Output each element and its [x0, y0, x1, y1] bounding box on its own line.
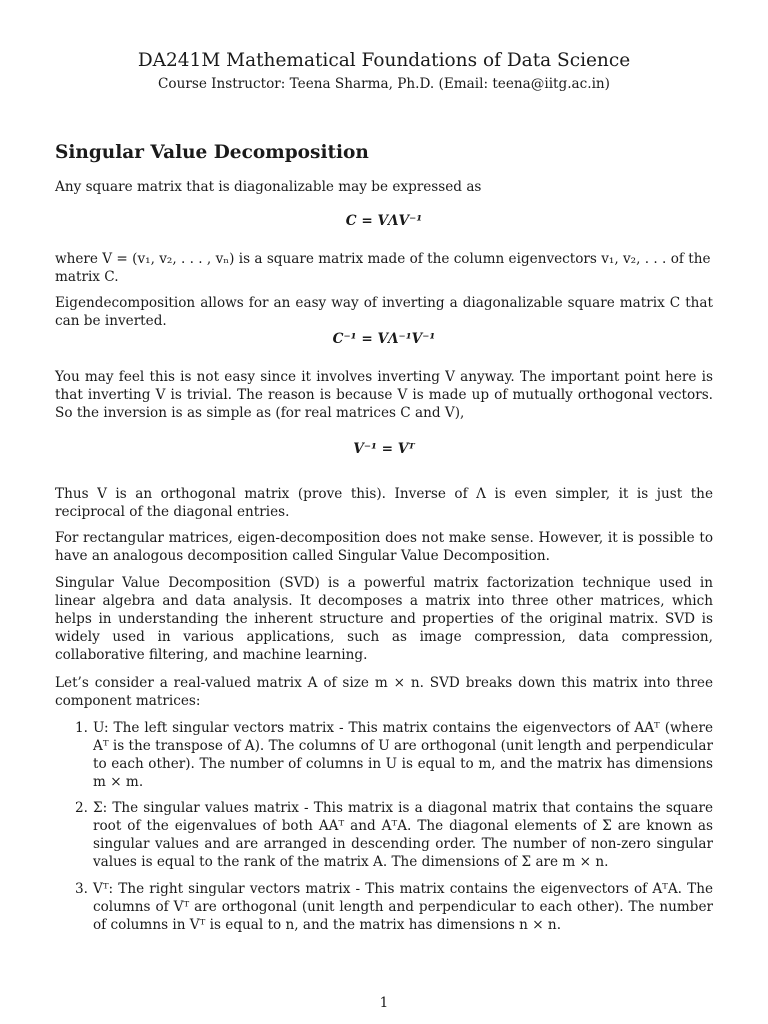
paragraph-where-v: where V = (v₁, v₂, . . . , vₙ) is a square matrix made of the column eigenvectors v₁, v₂, . . . of the: [55, 251, 711, 267]
paragraph-orthogonal: You may feel this is not easy since it involves inverting V anyway. The important point here is that inverting V is trivial. The reason is because V is made up of mutually orthogonal vectors. So the inversion is as simple as (for real matrices C and V),: [55, 369, 713, 421]
document-title: DA241M Mathematical Foundations of Data Science: [137, 50, 631, 71]
list-item-sigma: Σ: The singular values matrix - This matrix is a diagonal matrix that contains the square root of the eigenvalues of both AAᵀ and AᵀA. The diagonal elements of Σ are known as singular values and are arranged in descending order. The number of non-zero singular values is equal to the rank of the matrix A. The dimensions of Σ are m × n.: [93, 800, 713, 870]
paragraph-matrix-c: matrix C.: [55, 269, 119, 285]
list-item-number: 3.: [75, 881, 88, 897]
paragraph-rectangular: For rectangular matrices, eigen-decomposition does not make sense. However, it is possible to have an analogous decomposition called Singular Value Decomposition.: [55, 530, 713, 564]
paragraph-intro: Any square matrix that is diagonalizable may be expressed as: [55, 179, 482, 195]
paragraph-inverting: Eigendecomposition allows for an easy way of inverting a diagonalizable square matrix C that can be inverted.: [55, 295, 713, 329]
section-title: Singular Value Decomposition: [55, 142, 369, 163]
paragraph-orthogonal-matrix: Thus V is an orthogonal matrix (prove this). Inverse of Λ is even simpler, it is just the reciprocal of the diagonal entries.: [55, 486, 713, 520]
list-item-number: 2.: [75, 800, 88, 816]
equation-inverse: C⁻¹ = VΛ⁻¹V⁻¹: [332, 331, 436, 347]
list-item-number: 1.: [75, 720, 88, 736]
paragraph-real-matrix: Let’s consider a real-valued matrix A of size m × n. SVD breaks down this matrix into three component matrices:: [55, 675, 713, 709]
course-instructor-line: Course Instructor: Teena Sharma, Ph.D. (Email: teena@iitg.ac.in): [158, 76, 610, 92]
equation-eigendecomposition: C = VΛV⁻¹: [345, 213, 423, 229]
list-item-vt: Vᵀ: The right singular vectors matrix - This matrix contains the eigenvectors of AᵀA. The columns of Vᵀ are orthogonal (unit length and perpendicular to each other). The number of columns in Vᵀ is equal to n, and the matrix has dimensions n × n.: [93, 881, 713, 933]
paragraph-svd-intro: Singular Value Decomposition (SVD) is a powerful matrix factorization technique used in linear algebra and data analysis. It decomposes a matrix into three other matrices, which helps in understanding the inherent structure and properties of the original matrix. SVD is widely used in various applications, such as image compression, data compression, collaborative filtering, and machine learning.: [55, 575, 713, 663]
list-item-u: U: The left singular vectors matrix - This matrix contains the eigenvectors of AAᵀ (where Aᵀ is the transpose of A). The columns of U are orthogonal (unit length and perpendicular to each other). The number of columns in U is equal to m, and the matrix has dimensions m × m.: [93, 720, 713, 790]
equation-transpose: V⁻¹ = Vᵀ: [353, 441, 415, 457]
page-number: 1: [379, 995, 389, 1011]
